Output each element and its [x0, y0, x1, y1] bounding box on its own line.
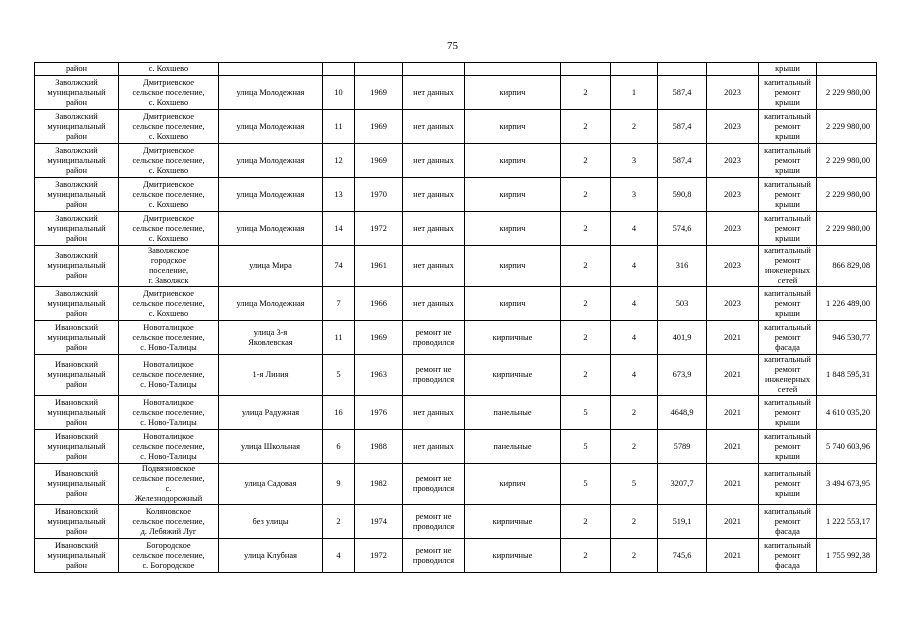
cost-cell: 5 740 603,96: [817, 430, 877, 464]
district-cell: Ивановский муниципальный район: [35, 505, 119, 539]
plan-year-cell: 2021: [707, 464, 759, 505]
floors-cell: 2: [561, 505, 611, 539]
district-cell: Ивановский муниципальный район: [35, 321, 119, 355]
entrances-cell: 4: [611, 212, 658, 246]
district-cell: Заволжский муниципальный район: [35, 246, 119, 287]
entrances-cell: 4: [611, 321, 658, 355]
house-number-cell: 74: [323, 246, 355, 287]
entrances-cell: 3: [611, 144, 658, 178]
settlement-cell: Дмитриевское сельское поселение, с. Кохшево: [119, 212, 219, 246]
work-type-cell: капитальный ремонт крыши: [759, 110, 817, 144]
table-row: [35, 396, 877, 430]
settlement-cell: Дмитриевское сельское поселение, с. Кохшево: [119, 287, 219, 321]
area-cell: 3207,7: [658, 464, 707, 505]
wall-material-cell: кирпичные: [465, 539, 561, 573]
street-cell: улица Школьная: [219, 430, 323, 464]
table-row: [35, 539, 877, 573]
street-cell: улица Молодежная: [219, 144, 323, 178]
build-year-cell: 1963: [355, 355, 403, 396]
wall-material-cell: [465, 63, 561, 76]
table-row: [35, 287, 877, 321]
last-repair-cell: нет данных: [403, 430, 465, 464]
settlement-cell: Дмитриевское сельское поселение, с. Кохшево: [119, 144, 219, 178]
entrances-cell: 5: [611, 464, 658, 505]
house-number-cell: 9: [323, 464, 355, 505]
street-cell: [219, 63, 323, 76]
entrances-cell: 2: [611, 505, 658, 539]
district-cell: Заволжский муниципальный район: [35, 144, 119, 178]
work-type-cell: капитальный ремонт фасада: [759, 539, 817, 573]
house-number-cell: 16: [323, 396, 355, 430]
entrances-cell: [611, 63, 658, 76]
floors-cell: 2: [561, 246, 611, 287]
build-year-cell: 1970: [355, 178, 403, 212]
cost-cell: 2 229 980,00: [817, 178, 877, 212]
area-cell: 587,4: [658, 110, 707, 144]
last-repair-cell: нет данных: [403, 178, 465, 212]
district-cell: Ивановский муниципальный район: [35, 539, 119, 573]
build-year-cell: 1966: [355, 287, 403, 321]
wall-material-cell: кирпичные: [465, 505, 561, 539]
plan-year-cell: 2023: [707, 76, 759, 110]
floors-cell: 2: [561, 287, 611, 321]
table-row: [35, 212, 877, 246]
build-year-cell: 1974: [355, 505, 403, 539]
plan-year-cell: 2023: [707, 246, 759, 287]
table-row: [35, 430, 877, 464]
wall-material-cell: кирпич: [465, 464, 561, 505]
work-type-cell: капитальный ремонт крыши: [759, 464, 817, 505]
house-number-cell: 2: [323, 505, 355, 539]
cost-cell: 4 610 035,20: [817, 396, 877, 430]
wall-material-cell: кирпичные: [465, 321, 561, 355]
wall-material-cell: кирпичные: [465, 355, 561, 396]
cost-cell: 2 229 980,00: [817, 110, 877, 144]
build-year-cell: 1976: [355, 396, 403, 430]
plan-year-cell: 2021: [707, 430, 759, 464]
district-cell: Ивановский муниципальный район: [35, 430, 119, 464]
work-type-cell: капитальный ремонт инженерных сетей: [759, 246, 817, 287]
plan-year-cell: 2021: [707, 355, 759, 396]
plan-year-cell: 2021: [707, 396, 759, 430]
area-cell: 5789: [658, 430, 707, 464]
settlement-cell: Новоталицкое сельское поселение, с. Ново-Талицы: [119, 430, 219, 464]
table-row: [35, 321, 877, 355]
entrances-cell: 2: [611, 396, 658, 430]
street-cell: улица Садовая: [219, 464, 323, 505]
cost-cell: 2 229 980,00: [817, 144, 877, 178]
entrances-cell: 3: [611, 178, 658, 212]
house-number-cell: 11: [323, 321, 355, 355]
build-year-cell: 1969: [355, 76, 403, 110]
work-type-cell: крыши: [759, 63, 817, 76]
table-row: [35, 110, 877, 144]
table-row: [35, 178, 877, 212]
wall-material-cell: кирпич: [465, 212, 561, 246]
settlement-cell: Богородское сельское поселение, с. Богородское: [119, 539, 219, 573]
work-type-cell: капитальный ремонт крыши: [759, 212, 817, 246]
wall-material-cell: кирпич: [465, 178, 561, 212]
cost-cell: 946 530,77: [817, 321, 877, 355]
work-type-cell: капитальный ремонт крыши: [759, 144, 817, 178]
house-number-cell: 13: [323, 178, 355, 212]
table-row: [35, 246, 877, 287]
work-type-cell: капитальный ремонт крыши: [759, 178, 817, 212]
last-repair-cell: нет данных: [403, 144, 465, 178]
area-cell: 745,6: [658, 539, 707, 573]
settlement-cell: Подвязновское сельское поселение, с. Железнодорожный: [119, 464, 219, 505]
table-body: [35, 63, 877, 573]
table-row: [35, 76, 877, 110]
area-cell: 590,8: [658, 178, 707, 212]
entrances-cell: 1: [611, 76, 658, 110]
wall-material-cell: кирпич: [465, 144, 561, 178]
work-type-cell: капитальный ремонт фасада: [759, 321, 817, 355]
wall-material-cell: кирпич: [465, 246, 561, 287]
plan-year-cell: [707, 63, 759, 76]
street-cell: улица Молодежная: [219, 110, 323, 144]
last-repair-cell: нет данных: [403, 246, 465, 287]
last-repair-cell: ремонт не проводился: [403, 539, 465, 573]
area-cell: 401,9: [658, 321, 707, 355]
cost-cell: 866 829,08: [817, 246, 877, 287]
cost-cell: 1 222 553,17: [817, 505, 877, 539]
floors-cell: 2: [561, 321, 611, 355]
district-cell: Заволжский муниципальный район: [35, 178, 119, 212]
area-cell: 587,4: [658, 144, 707, 178]
table-row: [35, 464, 877, 505]
house-number-cell: 7: [323, 287, 355, 321]
cost-cell: 2 229 980,00: [817, 212, 877, 246]
settlement-cell: Новоталицкое сельское поселение, с. Ново-Талицы: [119, 396, 219, 430]
last-repair-cell: ремонт не проводился: [403, 355, 465, 396]
work-type-cell: капитальный ремонт фасада: [759, 505, 817, 539]
area-cell: 519,1: [658, 505, 707, 539]
build-year-cell: 1982: [355, 464, 403, 505]
cost-cell: 1 226 489,00: [817, 287, 877, 321]
floors-cell: 2: [561, 539, 611, 573]
last-repair-cell: ремонт не проводился: [403, 464, 465, 505]
plan-year-cell: 2021: [707, 321, 759, 355]
house-number-cell: 12: [323, 144, 355, 178]
page-number: 75: [447, 40, 458, 52]
floors-cell: 2: [561, 76, 611, 110]
build-year-cell: 1972: [355, 212, 403, 246]
settlement-cell: Дмитриевское сельское поселение, с. Кохшево: [119, 76, 219, 110]
cost-cell: 1 848 595,31: [817, 355, 877, 396]
work-type-cell: капитальный ремонт крыши: [759, 76, 817, 110]
street-cell: улица Молодежная: [219, 178, 323, 212]
house-number-cell: 11: [323, 110, 355, 144]
district-cell: Заволжский муниципальный район: [35, 287, 119, 321]
work-type-cell: капитальный ремонт крыши: [759, 396, 817, 430]
floors-cell: 2: [561, 212, 611, 246]
street-cell: улица 3-я Яковлевская: [219, 321, 323, 355]
settlement-cell: Дмитриевское сельское поселение, с. Кохшево: [119, 110, 219, 144]
floors-cell: 2: [561, 355, 611, 396]
house-number-cell: [323, 63, 355, 76]
cost-cell: 1 755 992,38: [817, 539, 877, 573]
plan-year-cell: 2023: [707, 144, 759, 178]
wall-material-cell: панельные: [465, 396, 561, 430]
entrances-cell: 2: [611, 539, 658, 573]
wall-material-cell: кирпич: [465, 110, 561, 144]
house-number-cell: 5: [323, 355, 355, 396]
wall-material-cell: кирпич: [465, 287, 561, 321]
area-cell: [658, 63, 707, 76]
street-cell: улица Клубная: [219, 539, 323, 573]
table-row: [35, 63, 877, 76]
build-year-cell: 1969: [355, 321, 403, 355]
cost-cell: 2 229 980,00: [817, 76, 877, 110]
settlement-cell: с. Кохшево: [119, 63, 219, 76]
work-type-cell: капитальный ремонт инженерных сетей: [759, 355, 817, 396]
district-cell: Ивановский муниципальный район: [35, 355, 119, 396]
street-cell: улица Радужная: [219, 396, 323, 430]
street-cell: улица Молодежная: [219, 212, 323, 246]
last-repair-cell: нет данных: [403, 110, 465, 144]
area-cell: 4648,9: [658, 396, 707, 430]
last-repair-cell: нет данных: [403, 76, 465, 110]
plan-year-cell: 2023: [707, 178, 759, 212]
area-cell: 316: [658, 246, 707, 287]
wall-material-cell: панельные: [465, 430, 561, 464]
settlement-cell: Дмитриевское сельское поселение, с. Кохшево: [119, 178, 219, 212]
floors-cell: [561, 63, 611, 76]
table-row: [35, 355, 877, 396]
district-cell: Заволжский муниципальный район: [35, 212, 119, 246]
build-year-cell: 1969: [355, 110, 403, 144]
house-number-cell: 10: [323, 76, 355, 110]
floors-cell: 5: [561, 464, 611, 505]
build-year-cell: 1969: [355, 144, 403, 178]
district-cell: район: [35, 63, 119, 76]
settlement-cell: Новоталицкое сельское поселение, с. Ново-Талицы: [119, 355, 219, 396]
entrances-cell: 4: [611, 287, 658, 321]
entrances-cell: 4: [611, 355, 658, 396]
cost-cell: 3 494 673,95: [817, 464, 877, 505]
settlement-cell: Заволжское городское поселение, г. Заволжск: [119, 246, 219, 287]
plan-year-cell: 2023: [707, 212, 759, 246]
plan-year-cell: 2021: [707, 539, 759, 573]
district-cell: Заволжский муниципальный район: [35, 110, 119, 144]
entrances-cell: 2: [611, 110, 658, 144]
build-year-cell: 1988: [355, 430, 403, 464]
district-cell: Ивановский муниципальный район: [35, 396, 119, 430]
district-cell: Заволжский муниципальный район: [35, 76, 119, 110]
street-cell: без улицы: [219, 505, 323, 539]
area-cell: 574,6: [658, 212, 707, 246]
last-repair-cell: ремонт не проводился: [403, 505, 465, 539]
last-repair-cell: нет данных: [403, 396, 465, 430]
street-cell: улица Молодежная: [219, 287, 323, 321]
housing-repair-table: [34, 62, 877, 573]
floors-cell: 2: [561, 110, 611, 144]
entrances-cell: 2: [611, 430, 658, 464]
floors-cell: 5: [561, 396, 611, 430]
cost-cell: [817, 63, 877, 76]
house-number-cell: 6: [323, 430, 355, 464]
table-row: [35, 144, 877, 178]
floors-cell: 2: [561, 144, 611, 178]
area-cell: 503: [658, 287, 707, 321]
settlement-cell: Коляновское сельское поселение, д. Лебяжий Луг: [119, 505, 219, 539]
last-repair-cell: нет данных: [403, 287, 465, 321]
last-repair-cell: [403, 63, 465, 76]
work-type-cell: капитальный ремонт крыши: [759, 430, 817, 464]
street-cell: улица Мира: [219, 246, 323, 287]
last-repair-cell: нет данных: [403, 212, 465, 246]
table-row: [35, 505, 877, 539]
district-cell: Ивановский муниципальный район: [35, 464, 119, 505]
plan-year-cell: 2023: [707, 110, 759, 144]
entrances-cell: 4: [611, 246, 658, 287]
build-year-cell: [355, 63, 403, 76]
build-year-cell: 1961: [355, 246, 403, 287]
street-cell: 1-я Линия: [219, 355, 323, 396]
street-cell: улица Молодежная: [219, 76, 323, 110]
last-repair-cell: ремонт не проводился: [403, 321, 465, 355]
floors-cell: 5: [561, 430, 611, 464]
settlement-cell: Новоталицкое сельское поселение, с. Ново-Талицы: [119, 321, 219, 355]
build-year-cell: 1972: [355, 539, 403, 573]
area-cell: 673,9: [658, 355, 707, 396]
floors-cell: 2: [561, 178, 611, 212]
area-cell: 587,4: [658, 76, 707, 110]
plan-year-cell: 2021: [707, 505, 759, 539]
wall-material-cell: кирпич: [465, 76, 561, 110]
house-number-cell: 4: [323, 539, 355, 573]
plan-year-cell: 2023: [707, 287, 759, 321]
work-type-cell: капитальный ремонт крыши: [759, 287, 817, 321]
house-number-cell: 14: [323, 212, 355, 246]
